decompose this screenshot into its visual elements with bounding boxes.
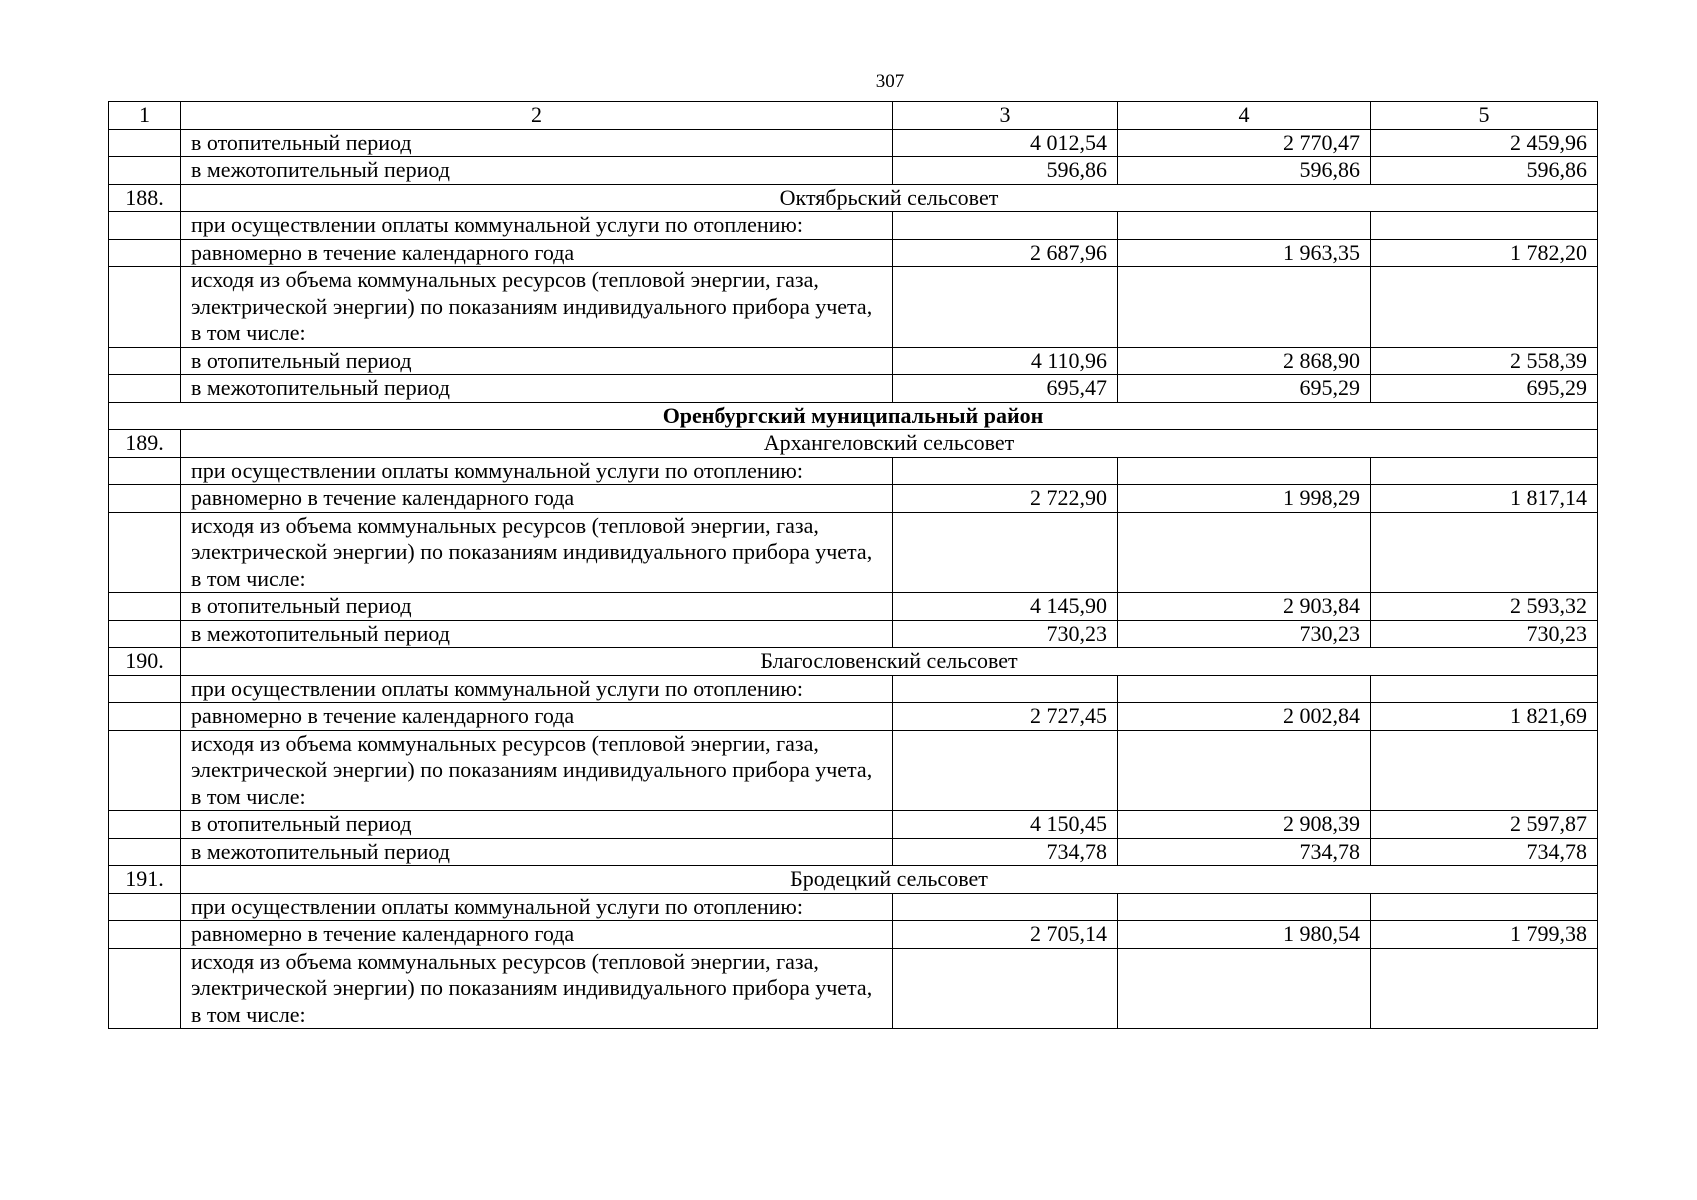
row-number [109,457,181,485]
table-row [109,593,1598,621]
row-label: исходя из объема коммунальных ресурсов (тепловой энергии, газа, электрической энергии) по показаниям индивидуального прибора учета, в том числе: [181,948,893,1029]
value-col4 [1118,267,1371,348]
row-number [109,347,181,375]
row-number [109,675,181,703]
row-number [109,512,181,593]
value-col5: 695,29 [1371,375,1598,403]
row-label: равномерно в течение календарного года [181,921,893,949]
value-col4: 2 903,84 [1118,593,1371,621]
row-label: при осуществлении оплаты коммунальной услуги по отоплению: [181,675,893,703]
value-col5: 2 459,96 [1371,129,1598,157]
value-col4: 2 770,47 [1118,129,1371,157]
value-col3: 734,78 [893,838,1118,866]
value-col4 [1118,730,1371,811]
table-row [109,948,1598,1029]
value-col5 [1371,267,1598,348]
row-number [109,593,181,621]
row-number [109,893,181,921]
value-col5 [1371,212,1598,240]
table-row [109,921,1598,949]
value-col5: 596,86 [1371,157,1598,185]
value-col5 [1371,948,1598,1029]
row-number [109,838,181,866]
table-row [109,811,1598,839]
header-cell-col2: 2 [181,102,893,130]
value-col5: 1 817,14 [1371,485,1598,513]
row-number [109,620,181,648]
value-col3: 4 012,54 [893,129,1118,157]
value-col5 [1371,675,1598,703]
row-number [109,948,181,1029]
value-col4: 1 980,54 [1118,921,1371,949]
row-label: при осуществлении оплаты коммунальной услуги по отоплению: [181,457,893,485]
row-label: в отопительный период [181,129,893,157]
header-cell-col1: 1 [109,102,181,130]
table-body [109,102,1598,1029]
value-col3 [893,730,1118,811]
value-col5: 2 558,39 [1371,347,1598,375]
table-row [109,512,1598,593]
row-label: в отопительный период [181,593,893,621]
value-col4: 2 002,84 [1118,703,1371,731]
table-row [109,675,1598,703]
value-col4 [1118,675,1371,703]
row-number [109,485,181,513]
row-label: в отопительный период [181,347,893,375]
table-row [109,347,1598,375]
value-col3 [893,457,1118,485]
row-number [109,157,181,185]
row-label: равномерно в течение календарного года [181,703,893,731]
section-row [109,184,1598,212]
section-row [109,430,1598,458]
value-col5: 1 782,20 [1371,239,1598,267]
value-col4 [1118,893,1371,921]
value-col3: 4 150,45 [893,811,1118,839]
section-row [109,866,1598,894]
section-title: Бродецкий сельсовет [181,866,1598,894]
value-col4: 2 908,39 [1118,811,1371,839]
value-col4 [1118,512,1371,593]
header-cell-col5: 5 [1371,102,1598,130]
row-label: в отопительный период [181,811,893,839]
row-label: при осуществлении оплаты коммунальной услуги по отоплению: [181,212,893,240]
value-col5 [1371,893,1598,921]
row-label: в межотопительный период [181,375,893,403]
table-row [109,485,1598,513]
value-col3: 2 722,90 [893,485,1118,513]
header-cell-col3: 3 [893,102,1118,130]
value-col5: 1 799,38 [1371,921,1598,949]
value-col3: 4 145,90 [893,593,1118,621]
table-row [109,730,1598,811]
value-col3 [893,212,1118,240]
row-number: 190. [109,648,181,676]
row-label: равномерно в течение календарного года [181,485,893,513]
table-header-row [109,102,1598,130]
row-label: равномерно в течение календарного года [181,239,893,267]
value-col5: 730,23 [1371,620,1598,648]
row-number: 189. [109,430,181,458]
value-col3 [893,267,1118,348]
value-col3: 2 687,96 [893,239,1118,267]
row-number [109,811,181,839]
value-col3 [893,893,1118,921]
value-col3: 596,86 [893,157,1118,185]
row-label: в межотопительный период [181,157,893,185]
section-title: Благословенский сельсовет [181,648,1598,676]
table-row [109,375,1598,403]
table-row [109,239,1598,267]
row-number [109,212,181,240]
tariff-table [108,101,1598,1029]
table-row [109,212,1598,240]
value-col5: 2 597,87 [1371,811,1598,839]
table-row [109,267,1598,348]
table-row [109,457,1598,485]
row-number [109,921,181,949]
district-row [109,402,1598,430]
value-col5 [1371,730,1598,811]
value-col5: 2 593,32 [1371,593,1598,621]
row-number: 188. [109,184,181,212]
value-col3 [893,512,1118,593]
value-col4 [1118,212,1371,240]
value-col4: 2 868,90 [1118,347,1371,375]
value-col4: 596,86 [1118,157,1371,185]
value-col5: 1 821,69 [1371,703,1598,731]
value-col5 [1371,457,1598,485]
table-row [109,620,1598,648]
value-col3 [893,675,1118,703]
row-number [109,703,181,731]
value-col3: 4 110,96 [893,347,1118,375]
section-row [109,648,1598,676]
row-number [109,267,181,348]
value-col4 [1118,948,1371,1029]
row-number [109,375,181,403]
section-title: Октябрьский сельсовет [181,184,1598,212]
value-col3: 730,23 [893,620,1118,648]
row-number [109,730,181,811]
value-col4 [1118,457,1371,485]
table-row [109,157,1598,185]
table-row [109,703,1598,731]
row-label: в межотопительный период [181,838,893,866]
value-col3: 695,47 [893,375,1118,403]
district-title: Оренбургский муниципальный район [109,402,1598,430]
row-label: исходя из объема коммунальных ресурсов (тепловой энергии, газа, электрической энергии) по показаниям индивидуального прибора учета, в том числе: [181,512,893,593]
section-title: Архангеловский сельсовет [181,430,1598,458]
row-label: при осуществлении оплаты коммунальной услуги по отоплению: [181,893,893,921]
page-number: 307 [875,71,905,92]
row-label: исходя из объема коммунальных ресурсов (тепловой энергии, газа, электрической энергии) по показаниям индивидуального прибора учета, в том числе: [181,730,893,811]
row-number: 191. [109,866,181,894]
value-col5 [1371,512,1598,593]
table-row [109,893,1598,921]
value-col3: 2 705,14 [893,921,1118,949]
value-col5: 734,78 [1371,838,1598,866]
row-label: в межотопительный период [181,620,893,648]
value-col4: 1 963,35 [1118,239,1371,267]
value-col3: 2 727,45 [893,703,1118,731]
value-col4: 734,78 [1118,838,1371,866]
row-label: исходя из объема коммунальных ресурсов (тепловой энергии, газа, электрической энергии) по показаниям индивидуального прибора учета, в том числе: [181,267,893,348]
value-col4: 730,23 [1118,620,1371,648]
header-cell-col4: 4 [1118,102,1371,130]
table-row [109,129,1598,157]
row-number [109,239,181,267]
table-row [109,838,1598,866]
row-number [109,129,181,157]
value-col3 [893,948,1118,1029]
value-col4: 695,29 [1118,375,1371,403]
value-col4: 1 998,29 [1118,485,1371,513]
